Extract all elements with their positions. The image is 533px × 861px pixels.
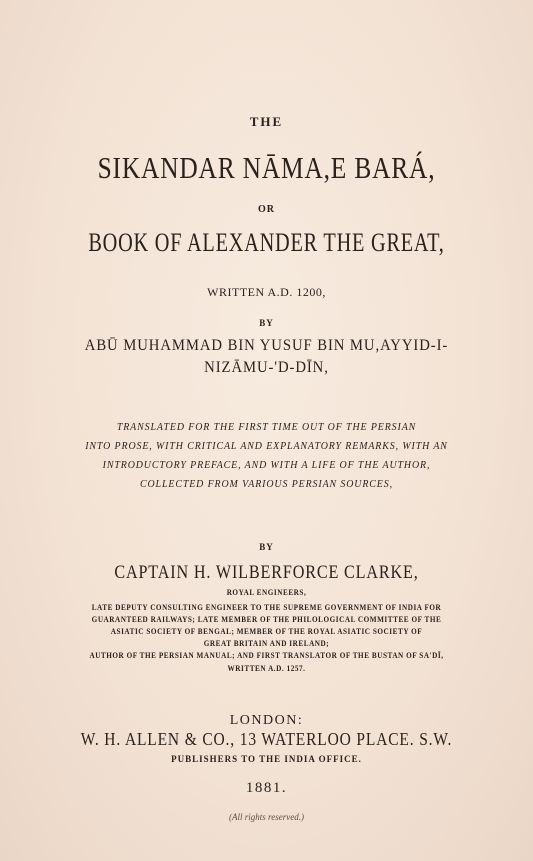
translation-line-4: COLLECTED FROM VARIOUS PERSIAN SOURCES, xyxy=(140,478,393,490)
publisher-subtitle: PUBLISHERS TO THE INDIA OFFICE. xyxy=(171,754,362,764)
publisher: W. H. ALLEN & CO., 13 WATERLOO PLACE. S.W. xyxy=(80,729,453,749)
written-date: WRITTEN A.D. 1200, xyxy=(207,285,326,299)
title-article: THE xyxy=(249,114,284,129)
main-title: SIKANDAR NĀMA,E BARÁ, xyxy=(97,150,436,185)
translator-detail-6: AUTHOR OF THE PERSIAN MANUAL; AND FIRST TRANSLATOR OF THE BUSTAN OF SA'DĪ, xyxy=(89,651,444,660)
subtitle: BOOK OF ALEXANDER THE GREAT, xyxy=(88,228,445,257)
publication-location: LONDON: xyxy=(229,713,304,728)
translation-line-1: TRANSLATED FOR THE FIRST TIME OUT OF THE PERSIAN xyxy=(116,421,417,433)
translation-line-3: INTRODUCTORY PREFACE, AND WITH A LIFE OF THE AUTHOR, xyxy=(102,459,431,471)
translator-detail-4: ASIATIC SOCIETY OF BENGAL; MEMBER OF THE ROYAL ASIATIC SOCIETY OF xyxy=(110,627,423,636)
translator-name: CAPTAIN H. WILBERFORCE CLARKE, xyxy=(114,562,419,583)
translator-detail-2: LATE DEPUTY CONSULTING ENGINEER TO THE SUPREME GOVERNMENT OF INDIA FOR xyxy=(91,603,442,612)
translator-detail-7: WRITTEN A.D. 1257. xyxy=(227,664,306,673)
author-line-1: ABŪ MUHAMMAD BIN YUSUF BIN MU,AYYID-I- xyxy=(84,337,449,354)
translation-line-2: INTO PROSE, WITH CRITICAL AND EXPLANATORY REMARKS, WITH AN xyxy=(85,440,448,452)
or-connector: OR xyxy=(258,204,275,215)
translator-detail-1: ROYAL ENGINEERS, xyxy=(226,588,307,597)
rights-notice: (All rights reserved.) xyxy=(229,812,304,822)
by-label-author: BY xyxy=(259,318,274,328)
translator-detail-3: GUARANTEED RAILWAYS; LATE MEMBER OF THE PHILOLOGICAL COMMITTEE OF THE xyxy=(91,615,442,624)
publication-year: 1881. xyxy=(245,780,288,796)
translator-detail-5: GREAT BRITAIN AND IRELAND; xyxy=(203,639,330,648)
by-label-translator: BY xyxy=(259,542,274,552)
author-line-2: NIZĀMU-'D-DĪN, xyxy=(204,359,329,376)
